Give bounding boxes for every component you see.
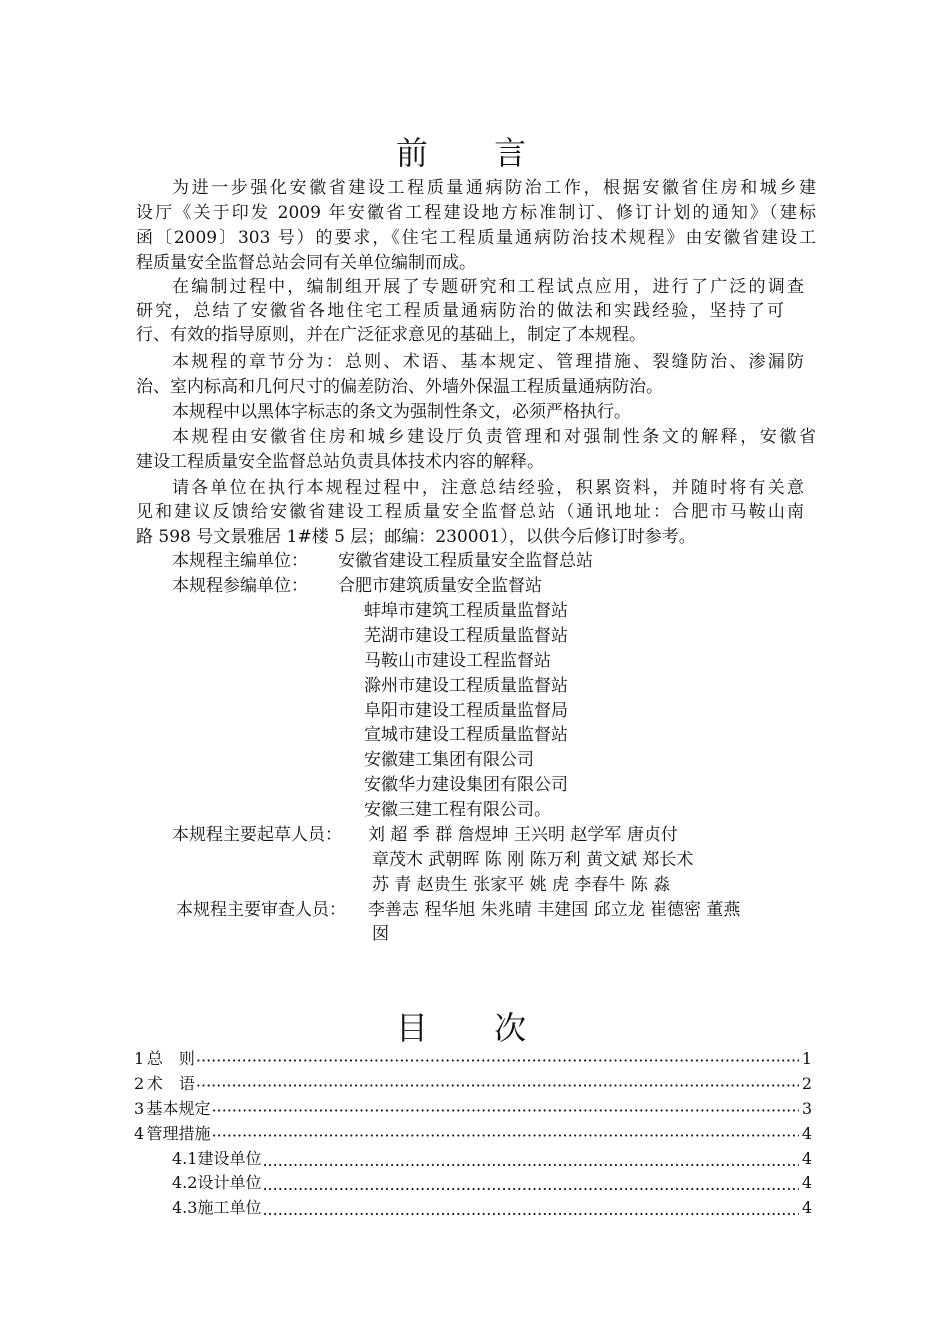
drafters-label: 本规程主要起草人员： bbox=[172, 825, 342, 845]
toc-page: 4 bbox=[801, 1149, 812, 1168]
participant-unit: 阜阳市建设工程质量监督局 bbox=[364, 701, 568, 721]
toc-number: 2 bbox=[134, 1074, 145, 1093]
toc-number: 4.3 bbox=[172, 1198, 198, 1217]
participant-unit: 合肥市建筑质量安全监督站 bbox=[338, 576, 542, 596]
toc-page: 1 bbox=[801, 1049, 812, 1068]
preface-line: 行、有效的指导原则，并在广泛征求意见的基础上，制定了本规程。 bbox=[136, 325, 646, 345]
toc-title: 目 次 bbox=[395, 1009, 555, 1047]
toc-entry[interactable] bbox=[134, 1047, 812, 1071]
chief-unit-label: 本规程主编单位： bbox=[172, 551, 308, 571]
preface-line: 建设工程质量安全监督总站负责具体技术内容的解释。 bbox=[136, 452, 544, 472]
reviewers-label: 本规程主要审查人员： bbox=[176, 900, 346, 920]
preface-line: 在编制过程中，编制组开展了专题研究和工程试点应用，进行了广泛的调查 bbox=[172, 277, 804, 297]
toc-label: 基本规定 bbox=[146, 1099, 211, 1118]
reviewers-line: 囡 bbox=[372, 924, 389, 944]
preface-line: 设厅《关于印发 2009 年安徽省工程建设地方标准制订、修订计划的通知》（建标 bbox=[136, 203, 816, 223]
toc-label: 设计单位 bbox=[197, 1173, 262, 1192]
toc-label: 总 则 bbox=[146, 1049, 195, 1068]
toc-page: 2 bbox=[801, 1074, 812, 1093]
toc-leader bbox=[196, 1074, 799, 1094]
toc-leader bbox=[262, 1173, 798, 1193]
toc-label: 管理措施 bbox=[146, 1124, 211, 1143]
toc-leader bbox=[212, 1124, 799, 1144]
toc-entry[interactable] bbox=[134, 1122, 812, 1146]
toc-page: 3 bbox=[801, 1099, 812, 1118]
preface-line: 请各单位在执行本规程过程中，注意总结经验，积累资料，并随时将有关意 bbox=[172, 478, 804, 498]
preface-line: 研究，总结了安徽省各地住宅工程质量通病防治的做法和实践经验，坚持了可 bbox=[136, 301, 784, 321]
toc-leader bbox=[262, 1149, 798, 1169]
drafters-line: 刘 超 季 群 詹煜坤 王兴明 赵学军 唐贞付 bbox=[368, 825, 678, 845]
toc-page: 4 bbox=[801, 1198, 812, 1217]
toc-number: 4 bbox=[134, 1124, 145, 1143]
participant-unit: 马鞍山市建设工程监督站 bbox=[364, 651, 551, 671]
toc-entry[interactable] bbox=[134, 1097, 812, 1121]
toc-label: 建设单位 bbox=[197, 1149, 262, 1168]
preface-line: 见和建议反馈给安徽省建设工程质量安全监督总站（通讯地址：合肥市马鞍山南 bbox=[136, 502, 804, 522]
toc-page: 4 bbox=[801, 1173, 812, 1192]
toc-page: 4 bbox=[801, 1124, 812, 1143]
reviewers-line: 李善志 程华旭 朱兆晴 丰建国 邱立龙 崔德密 董燕 bbox=[368, 900, 741, 920]
preface-line: 函〔2009〕303 号）的要求，《住宅工程质量通病防治技术规程》由安徽省建设工 bbox=[136, 228, 816, 248]
preface-line: 程质量安全监督总站会同有关单位编制而成。 bbox=[136, 253, 476, 273]
participant-label: 本规程参编单位： bbox=[172, 576, 308, 596]
participant-unit: 安徽三建工程有限公司。 bbox=[364, 800, 551, 820]
participant-unit: 宣城市建设工程质量监督站 bbox=[364, 725, 568, 745]
preface-line: 为进一步强化安徽省建设工程质量通病防治工作，根据安徽省住房和城乡建 bbox=[172, 178, 816, 198]
toc-number: 4.1 bbox=[172, 1149, 198, 1168]
participant-unit: 芜湖市建设工程质量监督站 bbox=[364, 626, 568, 646]
toc-leader bbox=[212, 1099, 799, 1119]
toc-leader bbox=[196, 1049, 799, 1069]
toc-entry[interactable] bbox=[172, 1171, 812, 1195]
preface-line: 本规程的章节分为：总则、术语、基本规定、管理措施、裂缝防治、渗漏防 bbox=[172, 352, 804, 372]
toc-entry[interactable] bbox=[172, 1196, 812, 1220]
participant-unit: 蚌埠市建筑工程质量监督站 bbox=[364, 601, 568, 621]
chief-unit: 安徽省建设工程质量安全监督总站 bbox=[338, 551, 593, 571]
drafters-line: 章茂木 武朝晖 陈 刚 陈万利 黄文斌 郑长术 bbox=[372, 850, 694, 870]
participant-unit: 安徽建工集团有限公司 bbox=[364, 750, 534, 770]
participant-unit: 滁州市建设工程质量监督站 bbox=[364, 676, 568, 696]
toc-number: 1 bbox=[134, 1049, 145, 1068]
toc-number: 3 bbox=[134, 1099, 145, 1118]
preface-line: 本规程中以黑体字标志的条文为强制性条文，必须严格执行。 bbox=[172, 402, 631, 422]
toc-label: 术 语 bbox=[146, 1074, 195, 1093]
preface-line: 本规程由安徽省住房和城乡建设厅负责管理和对强制性条文的解释，安徽省 bbox=[172, 427, 816, 447]
toc-number: 4.2 bbox=[172, 1173, 198, 1192]
toc-entry[interactable] bbox=[134, 1072, 812, 1096]
toc-leader bbox=[262, 1198, 798, 1218]
preface-line: 路 598 号文景雅居 1#楼 5 层；邮编：230001），以供今后修订时参考。 bbox=[136, 527, 696, 547]
toc-entry[interactable] bbox=[172, 1147, 812, 1171]
drafters-line: 苏 青 赵贵生 张家平 姚 虎 李春牛 陈 淼 bbox=[372, 875, 671, 895]
preface-line: 治、室内标高和几何尺寸的偏差防治、外墙外保温工程质量通病防治。 bbox=[136, 377, 663, 397]
preface-title: 前 言 bbox=[395, 134, 555, 172]
participant-unit: 安徽华力建设集团有限公司 bbox=[364, 775, 568, 795]
toc-label: 施工单位 bbox=[197, 1198, 262, 1217]
